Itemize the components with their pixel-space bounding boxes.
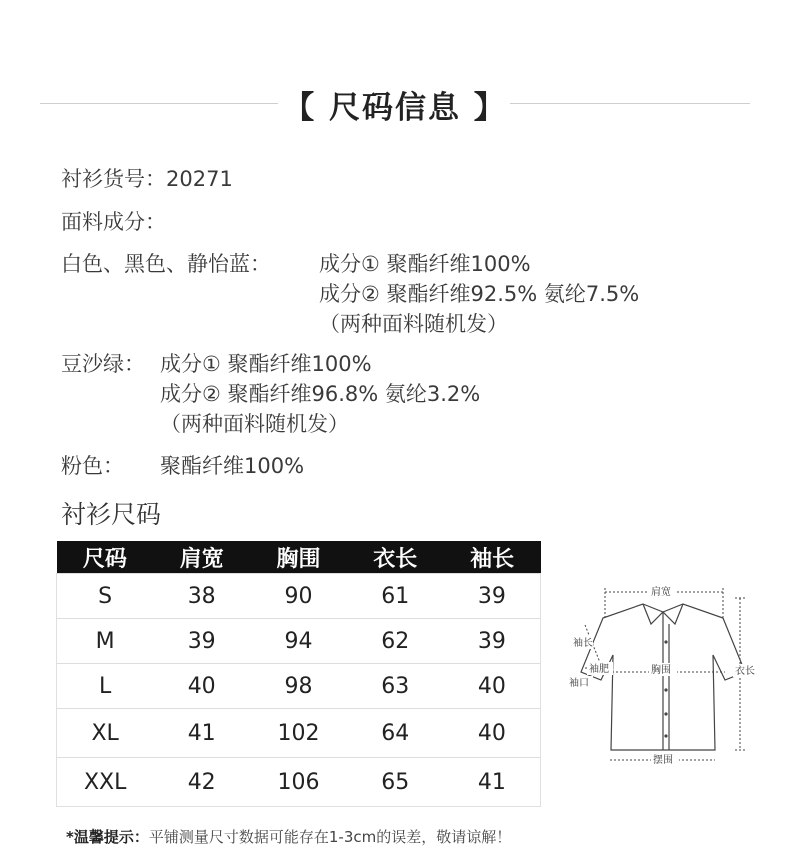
diagram-label-chest: 胸围 [651, 665, 671, 676]
diagram-label-length: 衣长 [735, 666, 755, 677]
diagram-label-sleeve-width: 袖肥 [589, 664, 609, 675]
title-row [40, 78, 750, 128]
table-cell: 102 [250, 709, 347, 758]
table-row [57, 664, 541, 709]
table-cell: 61 [347, 574, 444, 619]
size-table [56, 541, 541, 807]
table-cell: 94 [250, 619, 347, 664]
color-group-3-label: 粉色： [61, 454, 124, 478]
color-group-2-composition-1: 成分① 聚酯纤维100% [160, 352, 372, 376]
table-cell: 62 [347, 619, 444, 664]
size-section-heading: 衬衫尺码 [61, 500, 162, 529]
shirt-measurement-diagram [565, 580, 760, 770]
table-cell: 90 [250, 574, 347, 619]
table-cell: 38 [153, 574, 250, 619]
table-cell: M [57, 619, 154, 664]
diagram-label-cuff: 袖口 [569, 678, 589, 689]
color-group-2-composition-2: 成分② 聚酯纤维96.8% 氨纶3.2% [160, 382, 481, 406]
header-shoulder: 肩宽 [153, 541, 250, 574]
table-cell: 63 [347, 664, 444, 709]
table-cell: 39 [153, 619, 250, 664]
title-divider-right [510, 103, 750, 104]
table-cell: 106 [250, 758, 347, 807]
table-cell: 39 [444, 574, 541, 619]
table-row [57, 619, 541, 664]
color-group-2-label: 豆沙绿： [61, 352, 145, 376]
table-row [57, 574, 541, 619]
table-cell: S [57, 574, 154, 619]
table-cell: 98 [250, 664, 347, 709]
table-row [57, 758, 541, 807]
fabric-label: 面料成分： [61, 210, 166, 234]
header-chest: 胸围 [250, 541, 347, 574]
table-cell: 64 [347, 709, 444, 758]
diagram-label-sleeve-length: 袖长 [573, 638, 593, 649]
color-group-2-note: （两种面料随机发） [160, 412, 349, 436]
color-group-1-composition-1: 成分① 聚酯纤维100% [319, 252, 531, 276]
color-group-1-composition-2: 成分② 聚酯纤维92.5% 氨纶7.5% [319, 282, 640, 306]
table-cell: 39 [444, 619, 541, 664]
table-cell: L [57, 664, 154, 709]
table-cell: XXL [57, 758, 154, 807]
table-cell: 42 [153, 758, 250, 807]
table-cell: 41 [444, 758, 541, 807]
tip-text: 平铺测量尺寸数据可能存在1-3cm的误差，敬请谅解！ [148, 828, 512, 846]
header-size: 尺码 [57, 541, 154, 574]
page-title: 【 尺码信息 】 [283, 90, 507, 126]
tip-label: *温馨提示： [66, 828, 149, 846]
color-group-1-note: （两种面料随机发） [319, 312, 508, 336]
diagram-label-hem: 摆围 [653, 755, 673, 766]
item-number: 衬衫货号：20271 [61, 167, 233, 191]
color-group-3-composition: 聚酯纤维100% [160, 454, 305, 478]
color-group-1-label: 白色、黑色、静怡蓝： [61, 252, 271, 276]
table-cell: 40 [444, 709, 541, 758]
header-sleeve: 袖长 [444, 541, 541, 574]
table-row [57, 709, 541, 758]
table-cell: 40 [153, 664, 250, 709]
table-cell: XL [57, 709, 154, 758]
table-cell: 65 [347, 758, 444, 807]
table-cell: 40 [444, 664, 541, 709]
diagram-label-shoulder: 肩宽 [651, 587, 671, 598]
size-table-header-row [57, 541, 541, 574]
table-cell: 41 [153, 709, 250, 758]
header-length: 衣长 [347, 541, 444, 574]
